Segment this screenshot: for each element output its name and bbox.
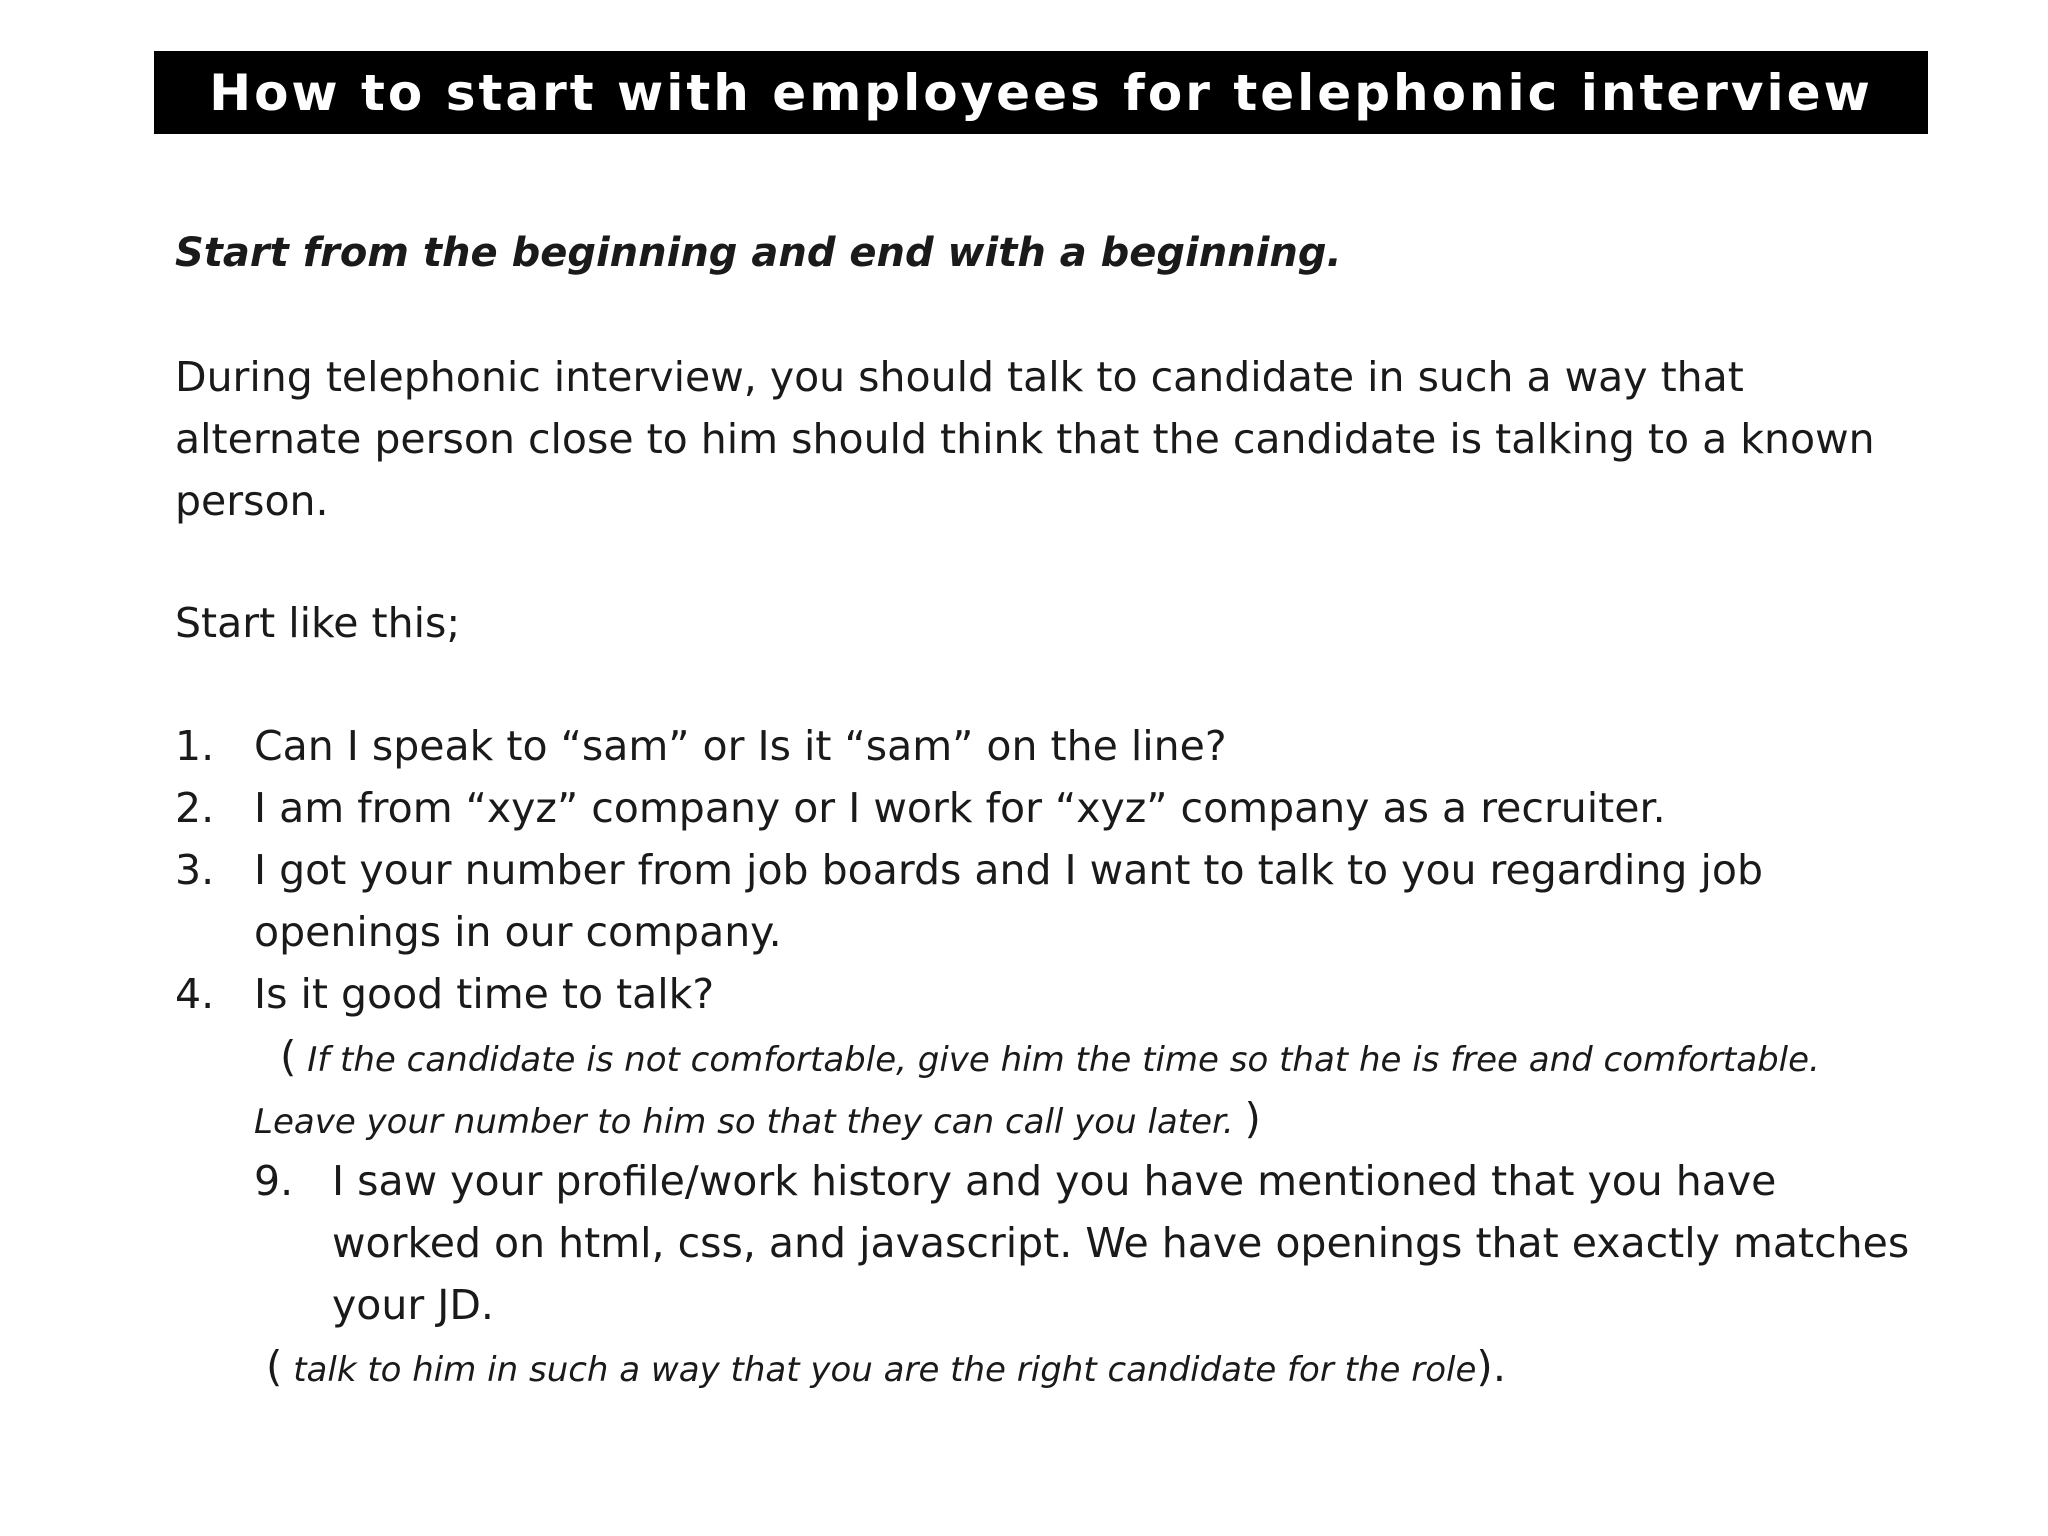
list-item-number: 1. — [175, 722, 215, 770]
close-paren: ). — [1476, 1342, 1507, 1391]
list-item-text: I am from “xyz” company or I work for “xyz” company as a recruiter. — [254, 784, 1666, 832]
list-item-text: Can I speak to “sam” or Is it “sam” on the line? — [254, 722, 1227, 770]
intro-line: alternate person close to him should think that the candidate is talking to a known — [175, 415, 1875, 463]
open-paren: ( — [280, 1032, 297, 1081]
list-item-text: openings in our company. — [254, 908, 782, 956]
list-item-number: 2. — [175, 784, 215, 832]
intro-paragraph — [175, 346, 1875, 532]
list-item — [175, 963, 1763, 1025]
time-note-text: Leave your number to him so that they can call you later. — [254, 1102, 1234, 1142]
sub-list-item-text: worked on html, css, and javascript. We have openings that exactly matches — [332, 1219, 1910, 1267]
close-paren: ) — [1244, 1094, 1261, 1143]
time-note-line-2 — [254, 1088, 1261, 1153]
sub-list-item-text: I saw your profile/work history and you have mentioned that you have — [332, 1157, 1777, 1205]
time-note-line-1 — [280, 1026, 1820, 1091]
numbered-list — [175, 715, 1763, 1025]
page-title: How to start with employees for telephonic interview — [209, 63, 1873, 122]
sub-list-item-number: 9. — [254, 1157, 294, 1205]
start-label: Start like this; — [175, 599, 461, 647]
role-note-text: talk to him in such a way that you are the right candidate for the role — [293, 1350, 1477, 1390]
intro-line: During telephonic interview, you should talk to candidate in such a way that — [175, 353, 1744, 401]
time-note-text: If the candidate is not comfortable, give him the time so that he is free and comfortable. — [307, 1040, 1820, 1080]
intro-line: person. — [175, 477, 329, 525]
list-item-number: 3. — [175, 846, 215, 894]
list-item-text: Is it good time to talk? — [254, 970, 715, 1018]
sub-list-item-text: your JD. — [332, 1281, 494, 1329]
role-note — [266, 1336, 1506, 1401]
title-bar — [154, 51, 1928, 134]
list-item-number: 4. — [175, 970, 215, 1018]
list-item — [175, 839, 1763, 963]
list-item — [175, 777, 1763, 839]
list-item — [175, 715, 1763, 777]
subtitle: Start from the beginning and end with a beginning. — [175, 230, 1342, 276]
sub-list-item — [254, 1150, 1909, 1336]
open-paren: ( — [266, 1342, 283, 1391]
list-item-text: I got your number from job boards and I want to talk to you regarding job — [254, 846, 1763, 894]
